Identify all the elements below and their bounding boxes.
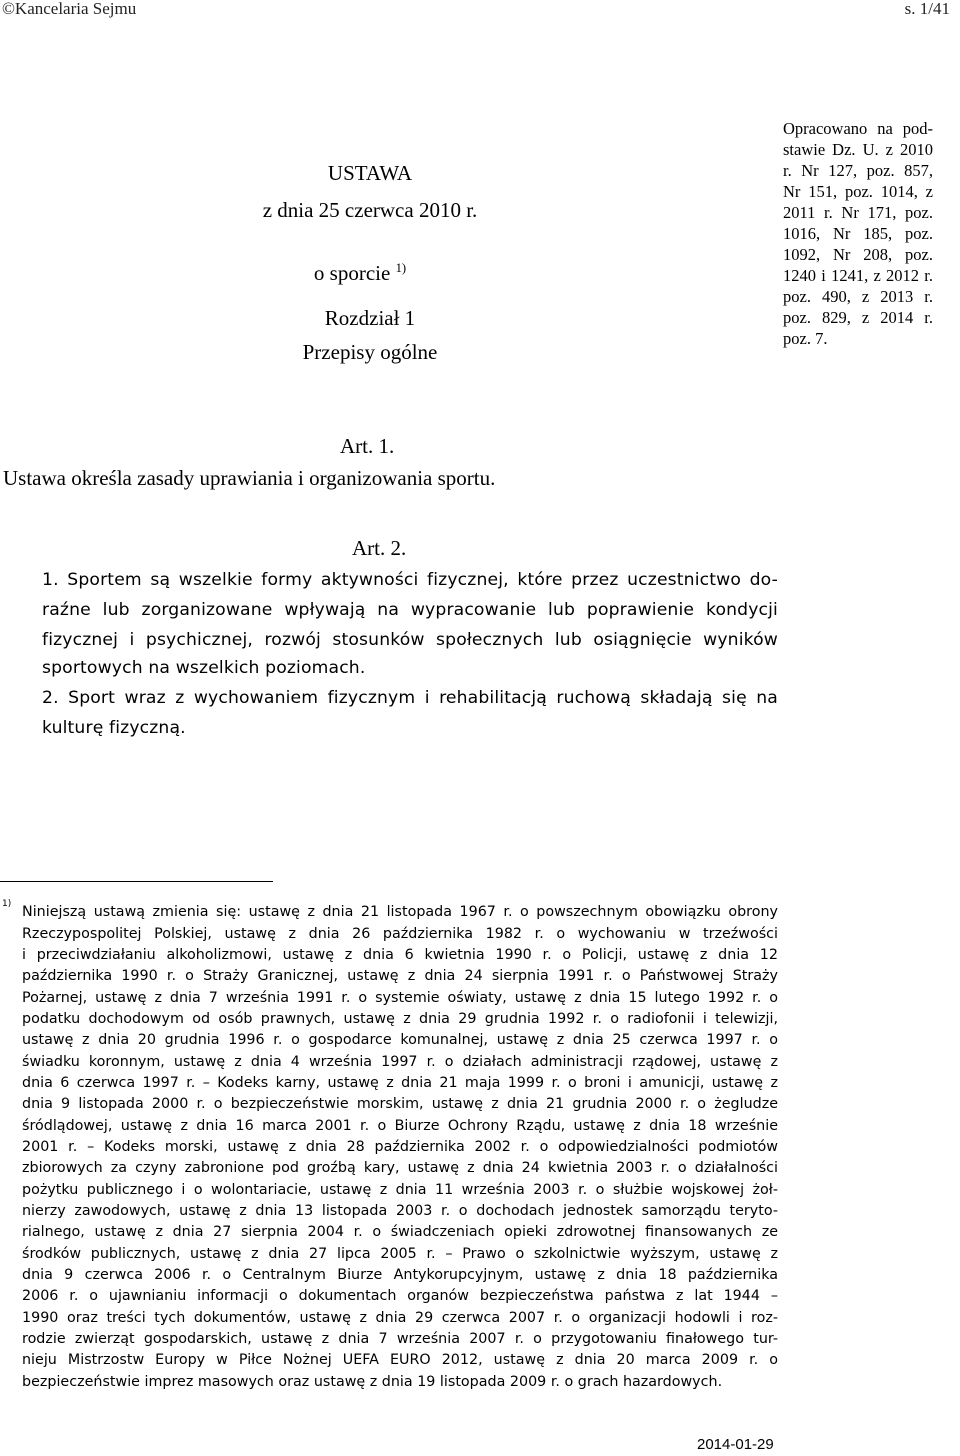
act-subject-text: o sporcie — [313, 261, 391, 285]
footnote-line: dnia 9 listopada 2000 r. o bezpieczeństwie morskim, ustawę z dnia 21 grudnia 2000 r. o żegludze — [22, 1096, 778, 1112]
footnote-line: pożytku publicznego i o wolontariacie, ustawę z dnia 11 września 2003 r. o służbie wojskowej żoł- — [22, 1182, 778, 1198]
footnote-reference: 1) — [395, 261, 407, 275]
source-note-line: 2011 r. Nr 171, poz. — [783, 203, 933, 222]
act-date: z dnia 25 czerwca 2010 r. — [262, 198, 478, 222]
art-2-heading: Art. 2. — [352, 536, 407, 560]
art-2-line: 2. Sport wraz z wychowaniem fizycznym i rehabilitacją ruchową składają się na — [42, 688, 778, 708]
art-1-text: Ustawa określa zasady uprawiania i organizowania sportu. — [3, 466, 496, 490]
footnote-line: 2006 r. o ujawnianiu informacji o dokumentach organów bezpieczeństwa państwa z lat 1944 – — [22, 1288, 778, 1304]
source-note-line: stawie Dz. U. z 2010 — [783, 140, 933, 159]
source-note-line: Opracowano na pod- — [783, 119, 933, 138]
source-note-line: 1240 i 1241, z 2012 r. — [783, 266, 933, 285]
source-note — [783, 118, 933, 349]
footnote-line: Rzeczypospolitej Polskiej, ustawę z dnia 26 października 1982 r. o wychowaniu w trzeźwości — [22, 926, 778, 942]
source-note-line: poz. 7. — [783, 329, 828, 348]
footnote-line: Pożarnej, ustawę z dnia 7 września 1991 r. o systemie oświaty, ustawę z dnia 15 lutego 1992 r. o — [22, 990, 778, 1006]
footnote-line: środków publicznych, ustawę z dnia 27 lipca 2005 r. – Prawo o szkolnictwie wyższym, ustawę z — [22, 1246, 778, 1262]
footnote-line: ustawę z dnia 20 grudnia 1996 r. o gospodarce komunalnej, ustawę z dnia 25 czerwca 1997 r. o — [22, 1032, 778, 1048]
footnote-line: śródlądowej, ustawę z dnia 16 marca 2001 r. o Biurze Ochrony Rządu, ustawę z dnia 18 wrześnie — [22, 1118, 778, 1134]
source-note-line: 1092, Nr 208, poz. — [783, 245, 933, 264]
art-2-line: fizycznej i psychicznej, rozwój stosunków społecznych lub osiągnięcie wyników — [42, 630, 778, 650]
source-note-line: 1016, Nr 185, poz. — [783, 224, 933, 243]
source-note-line: Nr 151, poz. 1014, z — [783, 182, 933, 201]
footnote-line: bezpieczeństwie imprez masowych oraz ustawę z dnia 19 listopada 2009 r. o grach hazardowych. — [22, 1374, 723, 1390]
chapter-number: Rozdział 1 — [324, 306, 416, 330]
act-subject — [240, 261, 480, 286]
footnote-line: zbiorowych za czyny zabronione pod groźbą kary, ustawę z dnia 24 kwietnia 2003 r. o działalności — [22, 1160, 778, 1176]
art-2-line: kulturę fizyczną. — [42, 718, 186, 738]
art-1-heading: Art. 1. — [340, 434, 395, 458]
footnote-line: podatku dochodowym od osób prawnych, ustawę z dnia 29 grudnia 1992 r. o radiofonii i telewizji, — [22, 1011, 778, 1027]
footnote-line: nieju Mistrzostw Europy w Piłce Nożnej UEFA EURO 2012, ustawę z dnia 20 marca 2009 r. o — [22, 1352, 778, 1368]
footnote-line: Niniejszą ustawą zmienia się: ustawę z dnia 21 listopada 1967 r. o powszechnym obowiązku obrony — [22, 904, 778, 920]
art-2-body — [42, 570, 778, 750]
source-note-line: r. Nr 127, poz. 857, — [783, 161, 933, 180]
footnote-line: dnia 9 czerwca 2006 r. o Centralnym Biurze Antykorupcyjnym, ustawę z dnia 18 października — [22, 1267, 778, 1283]
source-note-line: poz. 490, z 2013 r. — [783, 287, 933, 306]
footnote-line: rialnego, ustawę z dnia 27 sierpnia 2004 r. o świadczeniach opieki zdrowotnej finansowanych ze — [22, 1224, 778, 1240]
footnote: 1) Niniejszą ustawą zmienia się: ustawę z dnia 21 listopada 1967 r. o powszechnym obowiązku obrony Rzeczypospolitej Polskiej, ustawę z dnia 26 października 1982 r. o wychowaniu w trzeźwości i przeciwdziałaniu alkoholizmowi, ustawę z dnia 6 kwietnia 1990 r. o Policji, ustawę z dnia 12 października 1990 r. o Straży Granicznej, ustawę z dnia 24 sierpnia 1991 r. o Państwowej Straży Pożarnej, ustawę z dnia 7 września 1991 r. o systemie oświaty, ustawę z dnia 15 lutego 1992 r. o podatku dochodowym od osób prawnych, ustawę z dnia 29 grudnia 1992 r. o radiofonii i telewizji, ustawę z dnia 20 grudnia 1996 r. o gospodarce komunalnej, ustawę z dnia 25 czerwca 1997 r. o świadku koronnym, ustawę z dnia 4 września 1997 r. o działach administracji rządowej, ustawę z dnia 6 czerwca 1997 r. – Kodeks karny, ustawę z dnia 21 maja 1999 r. o broni i amunicji, ustawę z dnia 9 listopada 2000 r. o bezpieczeństwie morskim, ustawę z dnia 21 grudnia 2000 r. o żegludze śródlądowej, ustawę z dnia 16 marca 2001 r. o Biurze Ochrony Rządu, ustawę z dnia 18 wrześnie 2001 r. – Kodeks morski, ustawę z dnia 28 października 2002 r. o odpowiedzialności podmiotów zbiorowych za czyny zabronione pod groźbą kary, ustawę z dnia 24 kwietnia 2003 r. o działalności pożytku publicznego i o wolontariacie, ustawę z dnia 11 września 2003 r. o służbie wojskowej żoł- nierzy zawodowych, ustawę z dnia 13 listopada 2003 r. o dochodach jednostek samorządu teryto- rialnego, ustawę z dnia 27 sierpnia 2004 r. o świadczeniach opieki zdrowotnej finansowanych ze środków publicznych, ustawę z dnia 27 lipca 2005 r. – Prawo o szkolnictwie wyższym, ustawę z dnia 9 czerwca 2006 r. o Centralnym Biurze Antykorupcyjnym, ustawę z dnia 18 października 2006 r. o ujawnianiu informacji o dokumentach organów bezpieczeństwa państwa z lat 1944 – 1990 oraz treści tych dokumentów, ustawę z dnia 29 czerwca 2007 r. o organizacji hodowli i roz- rodzie zwierząt gospodarskich, ustawę z dnia 7 września 2007 r. o przygotowaniu finałowego tur- nieju Mistrzostw Europy w Piłce Nożnej UEFA EURO 2012, ustawę z dnia 20 marca 2009 r. o bezpieczeństwie imprez masowych oraz ustawę z dnia 19 listopada 2009 r. o grach hazardowych. — [2, 899, 778, 1390]
footnote-line: nierzy zawodowych, ustawę z dnia 13 listopada 2003 r. o dochodach jednostek samorządu teryto- — [22, 1203, 778, 1219]
footer-date: 2014-01-29 — [697, 1436, 774, 1453]
footnote-line: i przeciwdziałaniu alkoholizmowi, ustawę z dnia 6 kwietnia 1990 r. o Policji, ustawę z dnia 12 — [22, 947, 778, 963]
footnote-line: 1990 oraz treści tych dokumentów, ustawę z dnia 29 czerwca 2007 r. o organizacji hodowli i roz- — [22, 1310, 778, 1326]
art-2-line: raźne lub zorganizowane wpływają na wypracowanie lub poprawienie kondycji — [42, 600, 778, 620]
header-publisher: ©Kancelaria Sejmu — [2, 0, 137, 18]
source-note-line: poz. 829, z 2014 r. — [783, 308, 933, 327]
header-page-number: s. 1/41 — [904, 0, 950, 18]
chapter-title: Przepisy ogólne — [302, 340, 438, 364]
footnote-line: dnia 6 czerwca 1997 r. – Kodeks karny, ustawę z dnia 21 maja 1999 r. o broni i amunicji, ustawę z — [22, 1075, 778, 1091]
footnote-line: rodzie zwierząt gospodarskich, ustawę z dnia 7 września 2007 r. o przygotowaniu finałowego tur- — [22, 1331, 778, 1347]
art-2-line: sportowych na wszelkich poziomach. — [42, 658, 366, 678]
footnote-line: 2001 r. – Kodeks morski, ustawę z dnia 28 października 2002 r. o odpowiedzialności podmiotów — [22, 1139, 778, 1155]
footnote-line: października 1990 r. o Straży Granicznej, ustawę z dnia 24 sierpnia 1991 r. o Państwowej Straży — [22, 968, 778, 984]
footnote-line: świadku koronnym, ustawę z dnia 4 września 1997 r. o działach administracji rządowej, ustawę z — [22, 1054, 778, 1070]
footnote-separator — [0, 881, 273, 882]
act-type: USTAWA — [327, 161, 413, 185]
art-2-line: 1. Sportem są wszelkie formy aktywności fizycznej, które przez uczestnictwo do- — [42, 570, 778, 590]
